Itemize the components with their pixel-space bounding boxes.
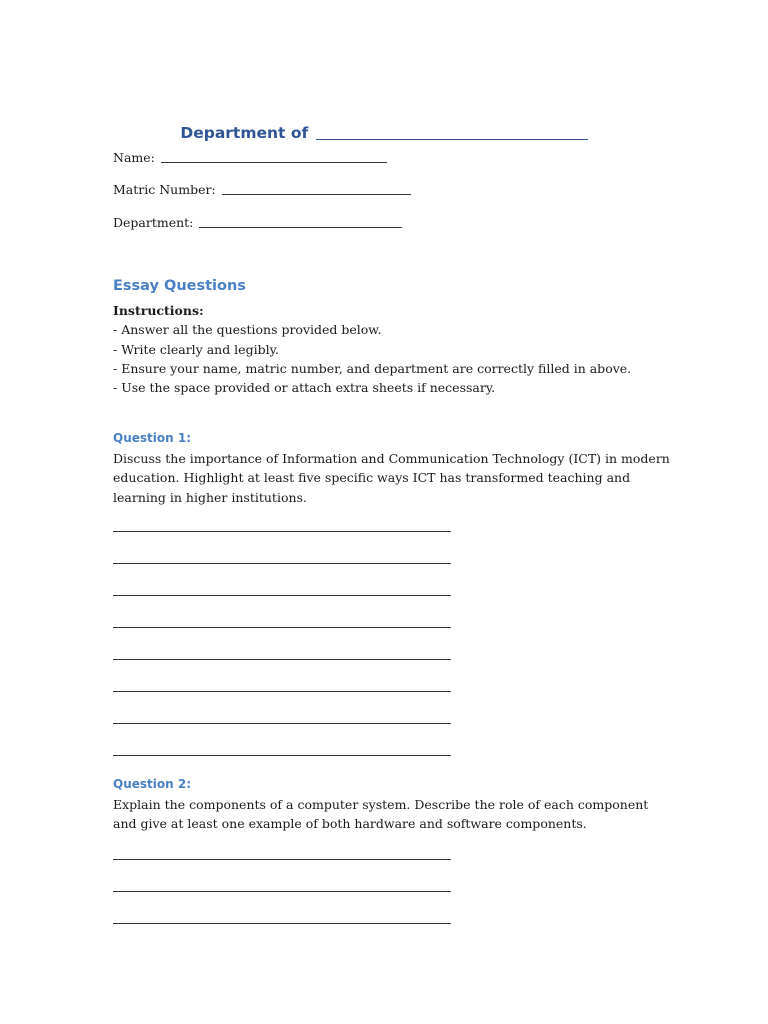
instruction-item: - Write clearly and legibly. [113, 341, 279, 357]
matric-number-label: Matric Number: [113, 182, 216, 197]
department-label: Department: [113, 215, 194, 230]
matric-number-input-line[interactable] [222, 182, 411, 195]
name-label: Name: [113, 150, 155, 165]
answer-line[interactable] [113, 531, 451, 532]
instruction-item: - Use the space provided or attach extra sheets if necessary. [113, 380, 496, 396]
answer-line[interactable] [113, 691, 451, 692]
answer-line[interactable] [113, 563, 451, 564]
question-2-heading: Question 2: [113, 777, 191, 791]
answer-line[interactable] [113, 659, 451, 660]
question-1-heading: Question 1: [113, 431, 191, 445]
answer-line[interactable] [113, 923, 451, 924]
name-input-line[interactable] [161, 150, 387, 163]
answer-line[interactable] [113, 755, 451, 756]
page-title [0, 124, 768, 142]
instruction-item: - Answer all the questions provided below. [113, 322, 382, 338]
instruction-item: - Ensure your name, matric number, and department are correctly filled in above. [113, 360, 632, 376]
answer-line[interactable] [113, 595, 451, 596]
section-title: Essay Questions [113, 278, 246, 294]
page-title-text: Department of [180, 124, 309, 142]
department-field [113, 214, 402, 232]
department-title-blank[interactable] [316, 125, 588, 140]
answer-line[interactable] [113, 891, 451, 892]
question-2-text: Explain the components of a computer system. Describe the role of each component and give at least one example of both hardware and software components. [113, 797, 649, 832]
matric-number-field [113, 181, 411, 199]
answer-line[interactable] [113, 627, 451, 628]
instructions-heading: Instructions: [113, 303, 204, 318]
answer-line[interactable] [113, 723, 451, 724]
question-1-text: Discuss the importance of Information and Communication Technology (ICT) in modern education. Highlight at least five specific ways ICT has transformed teaching and learning in higher institutions. [113, 451, 670, 505]
name-field [113, 149, 387, 167]
department-input-line[interactable] [199, 215, 402, 228]
answer-line[interactable] [113, 859, 451, 860]
instructions-block [113, 301, 631, 397]
